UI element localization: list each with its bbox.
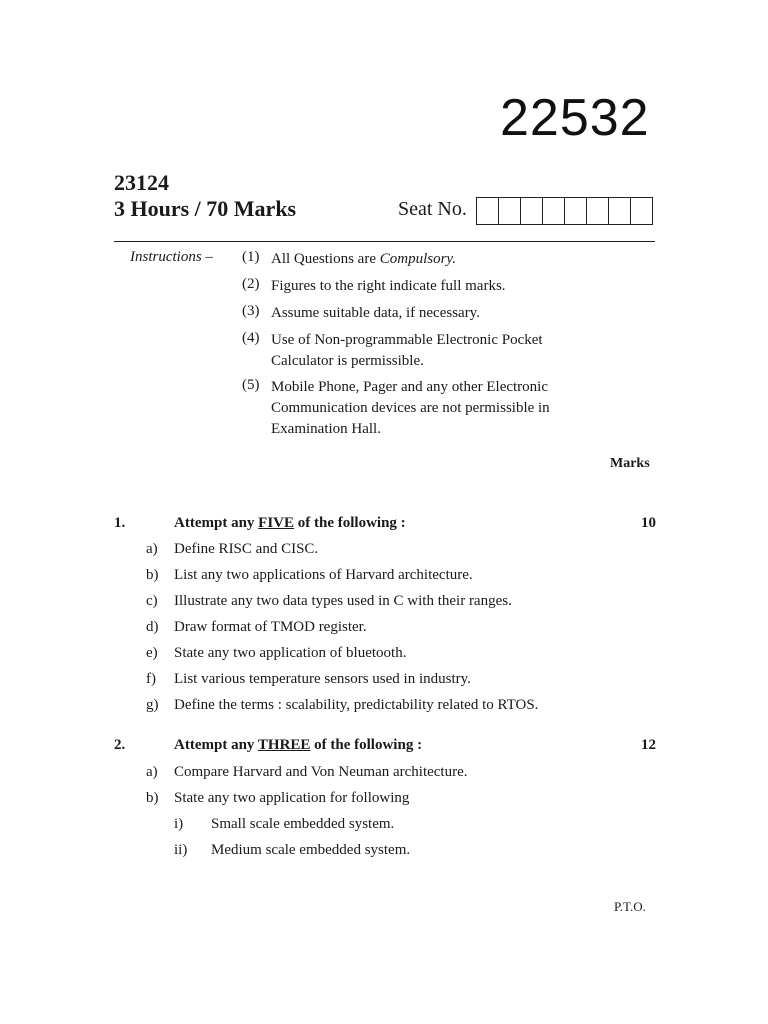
roman-item-text: Medium scale embedded system. [211, 842, 411, 858]
sub-question-letter: e) [146, 645, 158, 661]
page-turn-note: P.T.O. [614, 899, 646, 914]
marks-column-header: Marks [610, 456, 650, 471]
instruction-text: Figures to the right indicate full marks. [271, 278, 506, 294]
exam-code: 23124 [114, 170, 169, 195]
question-marks: 10 [641, 515, 656, 531]
roman-item-text: Small scale embedded system. [211, 816, 395, 832]
sub-question-text: State any two application for following [174, 790, 410, 806]
instruction-number: (5) [242, 377, 260, 393]
instruction-line: Mobile Phone, Pager and any other Electronic [271, 379, 549, 395]
instruction-line: Communication devices are not permissible in [271, 400, 550, 416]
paper-code: 22532 [500, 89, 650, 147]
question-heading: Attempt any THREE of the following : [174, 737, 423, 753]
sub-question-letter: a) [146, 764, 158, 780]
sub-question-letter: b) [146, 567, 159, 583]
sub-question-text: Define RISC and CISC. [174, 541, 319, 557]
question-number: 2. [114, 737, 126, 753]
sub-question-text: List any two applications of Harvard architecture. [174, 567, 473, 583]
sub-question-text: Define the terms : scalability, predictability related to RTOS. [174, 697, 539, 713]
sub-question-text: Illustrate any two data types used in C with their ranges. [174, 593, 512, 609]
sub-question-text: State any two application of bluetooth. [174, 645, 407, 661]
sub-question-letter: d) [146, 619, 159, 635]
seat-box [564, 198, 586, 224]
seat-number-boxes [476, 197, 653, 225]
instruction-text: All Questions are Compulsory. [271, 251, 456, 267]
seat-box [498, 198, 520, 224]
roman-item-number: i) [174, 816, 184, 832]
question-emphasis: THREE [257, 737, 311, 753]
sub-question-letter: c) [146, 593, 158, 609]
sub-question-text: List various temperature sensors used in industry. [174, 671, 471, 687]
question-emphasis: FIVE [258, 515, 294, 531]
instruction-line: Calculator is permissible. [271, 353, 424, 369]
seat-box [630, 198, 652, 224]
question-marks: 12 [641, 737, 656, 753]
question-heading: Attempt any FIVE of the following : [174, 515, 406, 531]
instruction-line: Use of Non-programmable Electronic Pocket [271, 332, 543, 348]
sub-question-text: Draw format of TMOD register. [174, 619, 367, 635]
instruction-line: Examination Hall. [271, 421, 381, 437]
seat-box [608, 198, 630, 224]
instructions-label: Instructions – [130, 249, 213, 265]
roman-item-number: ii) [174, 842, 188, 858]
sub-question-letter: f) [146, 671, 156, 687]
header-divider [114, 241, 655, 242]
instruction-text [271, 330, 611, 372]
seat-box [477, 198, 498, 224]
seat-label: Seat No. [398, 198, 467, 220]
duration-marks: 3 Hours / 70 Marks [114, 196, 297, 221]
sub-question-letter: b) [146, 790, 159, 806]
sub-question-letter: g) [146, 697, 159, 713]
instruction-number: (1) [242, 249, 260, 265]
question-number: 1. [114, 515, 126, 531]
seat-box [586, 198, 608, 224]
instruction-number: (3) [242, 303, 260, 319]
instruction-text: Assume suitable data, if necessary. [271, 305, 480, 321]
instruction-text [271, 377, 611, 440]
seat-box [542, 198, 564, 224]
seat-box [520, 198, 542, 224]
sub-question-text: Compare Harvard and Von Neuman architecture. [174, 764, 468, 780]
instruction-number: (2) [242, 276, 260, 292]
instruction-number: (4) [242, 330, 260, 346]
sub-question-letter: a) [146, 541, 158, 557]
instruction-emphasis: Compulsory. [379, 251, 456, 267]
